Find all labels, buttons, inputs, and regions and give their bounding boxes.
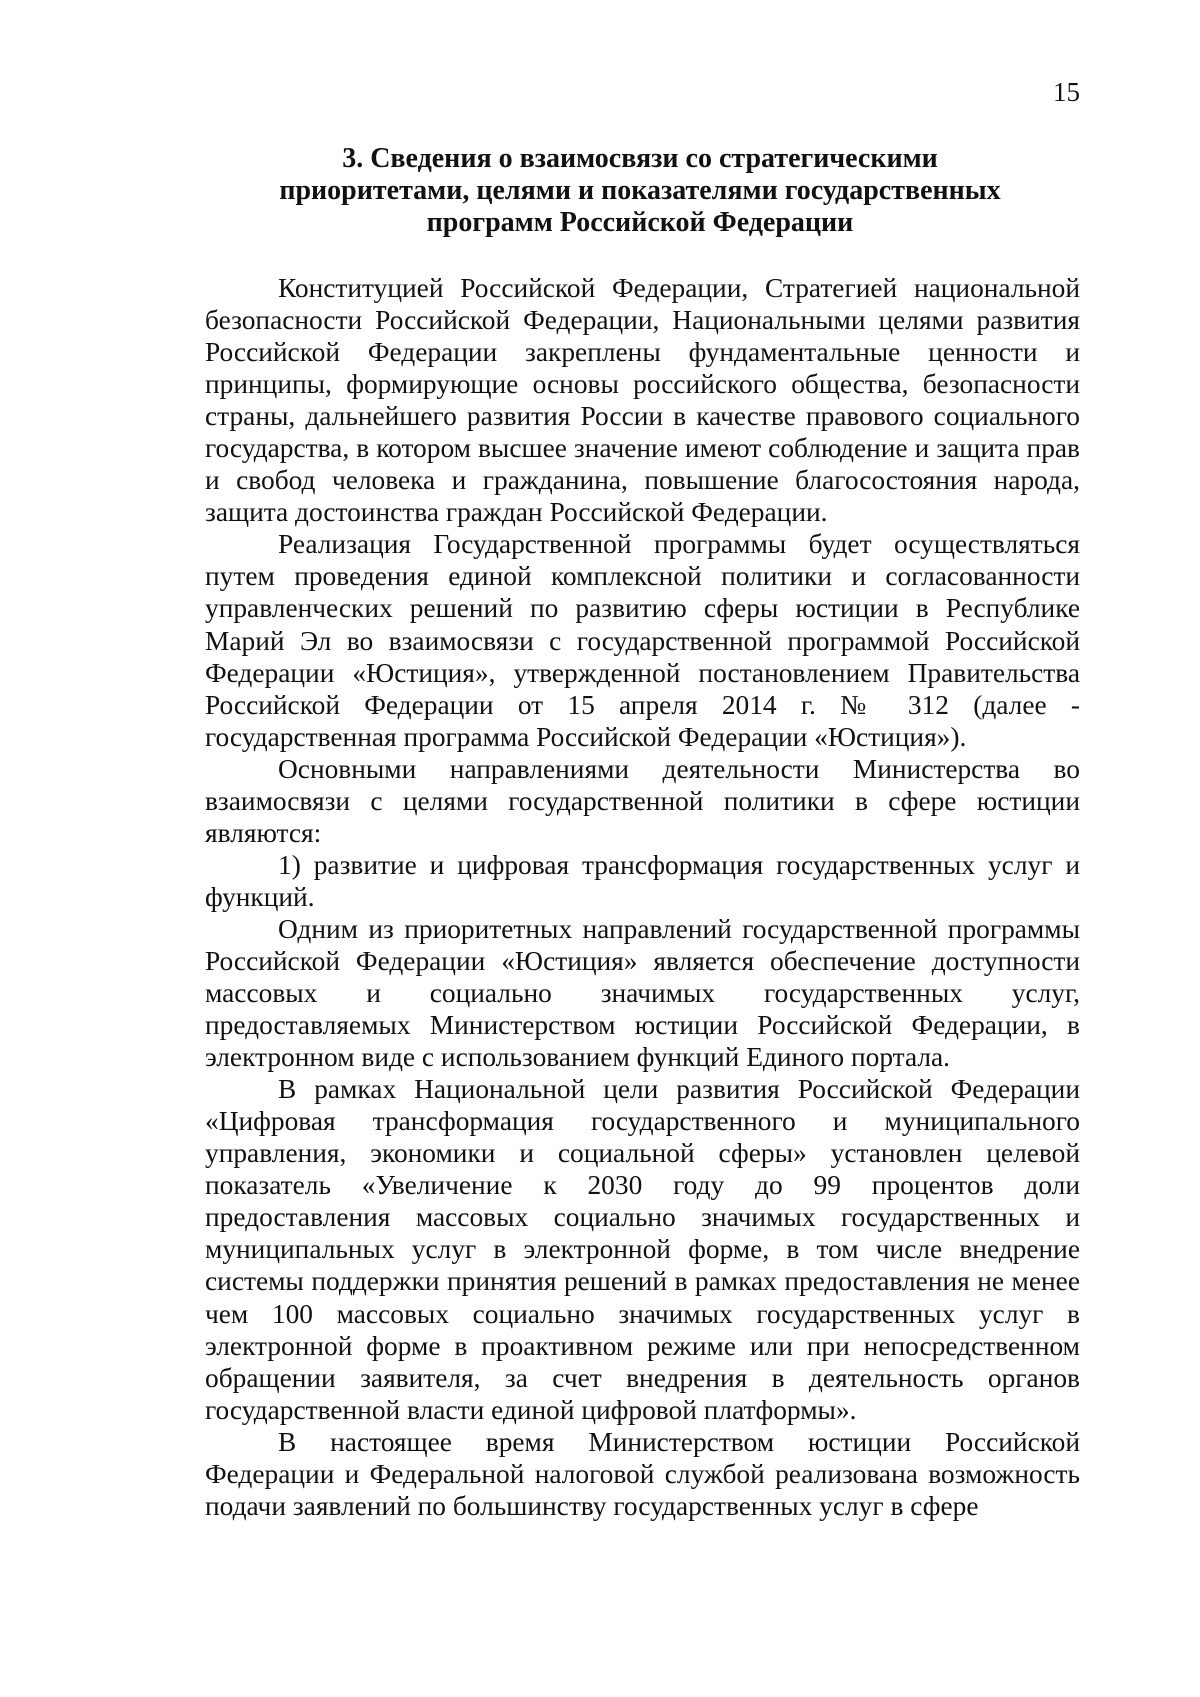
paragraph-national-goal: В рамках Национальной цели развития Российской Федерации «Цифровая трансформация государственного и муниципального управления, экономики и социальной сферы» установлен целевой показатель «Увеличение к 2030 году до 99 процентов доли предоставления массовых социально значимых государственных и муниципальных услуг в электронной форме, в том числе внедрение системы поддержки принятия решений в рамках предоставления не менее чем 100 массовых социально значимых государственных услуг в электронной форме в проактивном режиме или при непосредственном обращении заявителя, за счет внедрения в деятельность органов государственной власти единой цифровой платформы». — [205, 1074, 1080, 1425]
page-number: 15 — [1053, 77, 1080, 107]
section-title — [200, 143, 1080, 239]
paragraph-main-directions: Основными направлениями деятельности Министерства во взаимосвязи с целями государственной политики в сфере юстиции являются: — [205, 753, 1080, 848]
section-title-line: 3. Сведения о взаимосвязи со стратегическими — [342, 143, 938, 174]
list-item-digital-transformation: 1) развитие и цифровая трансформация государственных услуг и функций. — [205, 849, 1080, 912]
paragraph-constitution: Конституцией Российской Федерации, Стратегией национальной безопасности Российской Федерации, Национальными целями развития Российской Федерации закреплены фундаментальные ценности и принципы, формирующие основы российского общества, безопасности страны, дальнейшего развития России в качестве правового социального государства, в котором высшее значение имеют соблюдение и защита прав и свобод человека и гражданина, повышение благосостояния народа, защита достоинства граждан Российской Федерации. — [205, 273, 1080, 528]
section-title-line: приоритетами, целями и показателями государственных — [279, 175, 1001, 206]
section-title-line: программ Российской Федерации — [426, 207, 854, 238]
paragraph-priority-directions: Одним из приоритетных направлений государственной программы Российской Федерации «Юстиция» является обеспечение доступности массовых и социально значимых государственных услуг, предоставляемых Министерством юстиции Российской Федерации, в электронном виде с использованием функций Единого портала. — [205, 913, 1080, 1073]
body-text — [205, 272, 1080, 1522]
paragraph-current-state: В настоящее время Министерством юстиции Российской Федерации и Федеральной налоговой службой реализована возможность подачи заявлений по большинству государственных услуг в сфере — [205, 1426, 1080, 1521]
paragraph-program-implementation: Реализация Государственной программы будет осуществляться путем проведения единой комплексной политики и согласованности управленческих решений по развитию сферы юстиции в Республике Марий Эл во взаимосвязи с государственной программой Российской Федерации «Юстиция», утвержденной постановлением Правительства Российской Федерации от 15 апреля 2014 г. № 312 (далее - государственная программа Российской Федерации «Юстиция»). — [205, 529, 1080, 752]
